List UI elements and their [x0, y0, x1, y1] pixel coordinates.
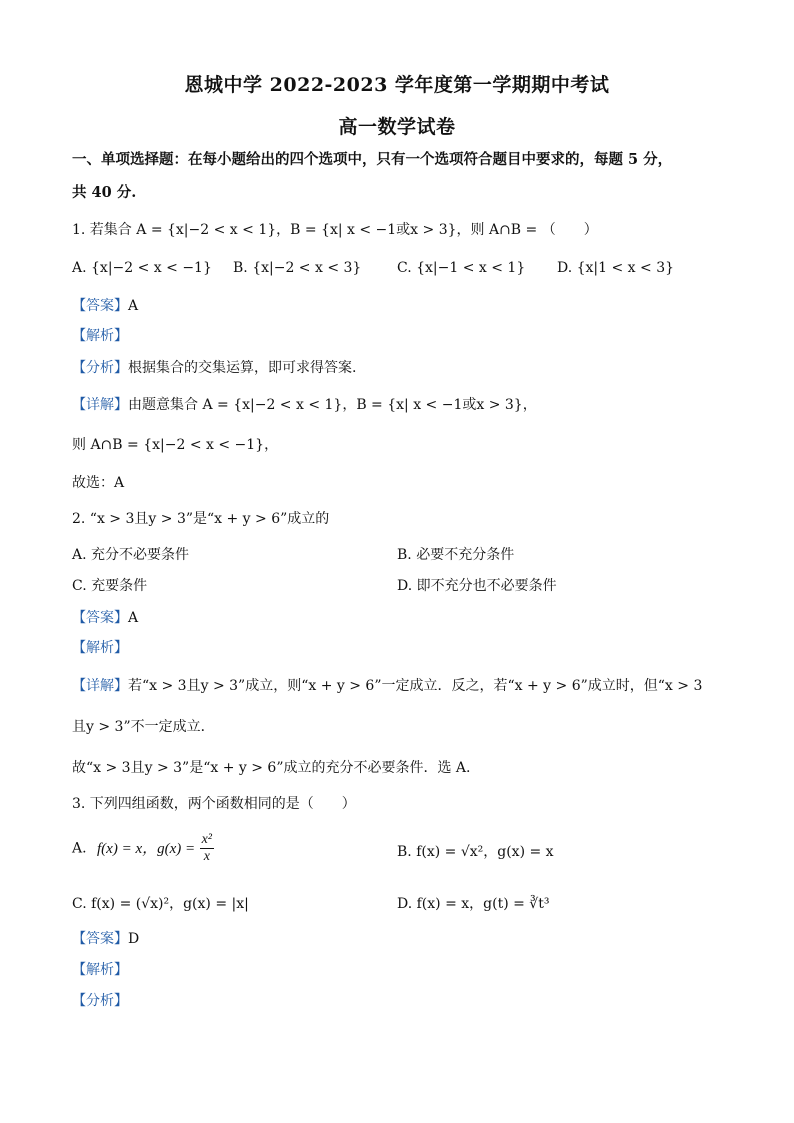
section-heading-line2: 共 40 分. [72, 184, 137, 201]
q2-option-a: A. 充分不必要条件 [72, 547, 190, 563]
q1-option-d: D. {x|1 < x < 3} [557, 260, 675, 276]
answer-tag: 【答案】 [72, 610, 128, 626]
q1-answer-value: A [128, 298, 139, 314]
fenxi-tag: 【分析】 [72, 360, 128, 376]
q1-answer-row [72, 296, 138, 316]
exam-subtitle: 高一数学试卷 [338, 116, 456, 138]
q2-detail-row [72, 676, 702, 696]
q2-option-d: D. 即不充分也不必要条件 [397, 578, 557, 594]
analysis-tag: 【解析】 [72, 962, 128, 978]
q3-option-a-fraction [200, 832, 214, 865]
question-2-stem: 2. “x > 3且y > 3”是“x + y > 6”成立的 [72, 511, 330, 527]
q2-answer-row [72, 608, 138, 628]
q2-detail-text-2: 且y > 3”不一定成立． [72, 719, 215, 735]
detail-tag: 【详解】 [72, 397, 128, 413]
answer-tag: 【答案】 [72, 298, 128, 314]
q1-fenxi-text: 根据集合的交集运算，即可求得答案. [128, 360, 357, 376]
q1-fenxi-row [72, 358, 356, 378]
q1-option-a: A. {x|−2 < x < −1} [72, 260, 212, 276]
q3-analysis-row [72, 960, 128, 980]
q3-answer-value: D [128, 931, 140, 947]
fraction-denominator: x [203, 849, 210, 864]
q2-detail-text-3: 故“x > 3且y > 3”是“x + y > 6”成立的充分不必要条件．选 A. [72, 760, 471, 776]
exam-title: 恩城中学 2022-2023 学年度第一学期期中考试 [184, 74, 610, 96]
fenxi-tag: 【分析】 [72, 993, 128, 1009]
answer-tag: 【答案】 [72, 931, 128, 947]
q2-analysis-row [72, 638, 128, 658]
q1-detail-text-3: 故选：A [72, 475, 125, 491]
q3-option-b: B. f(x) = √x²，g(x) = x [397, 844, 554, 860]
q1-analysis-row [72, 326, 128, 346]
q3-option-a-text: f(x) = x，g(x) = [97, 840, 196, 857]
q1-option-b: B. {x|−2 < x < 3} [233, 260, 362, 276]
q2-option-b: B. 必要不充分条件 [397, 547, 515, 563]
q1-detail-row [72, 395, 537, 415]
q3-option-d: D. f(x) = x，g(t) = ∛t³ [397, 896, 550, 912]
q3-option-c: C. f(x) = (√x)²，g(x) = |x| [72, 896, 249, 912]
q2-answer-value: A [128, 610, 139, 626]
q3-option-a [72, 832, 214, 865]
q1-detail-text-1: 由题意集合 A = {x|−2 < x < 1}，B = {x| x < −1或x > 3}， [128, 397, 537, 413]
q1-option-c: C. {x|−1 < x < 1} [397, 260, 526, 276]
fraction-numerator: x² [201, 832, 213, 847]
analysis-tag: 【解析】 [72, 328, 128, 344]
analysis-tag: 【解析】 [72, 640, 128, 656]
question-3-stem: 3. 下列四组函数，两个函数相同的是（ ） [72, 796, 356, 812]
q3-option-a-label: A. [72, 840, 87, 857]
q2-detail-text-1: 若“x > 3且y > 3”成立，则“x + y > 6”一定成立．反之，若“x + y > 6”成立时，但“x > 3 [128, 678, 703, 694]
q3-fenxi-row [72, 991, 128, 1011]
q3-answer-row [72, 929, 139, 949]
q2-option-c: C. 充要条件 [72, 578, 148, 594]
detail-tag: 【详解】 [72, 678, 128, 694]
section-heading-line1: 一、单项选择题：在每小题给出的四个选项中，只有一个选项符合题目中要求的，每题 5 分， [72, 151, 673, 168]
q1-detail-text-2: 则 A∩B = {x|−2 < x < −1}， [72, 437, 279, 453]
question-1-stem: 1. 若集合 A = {x|−2 < x < 1}，B = {x| x < −1或x > 3}，则 A∩B = （ ） [72, 222, 598, 238]
